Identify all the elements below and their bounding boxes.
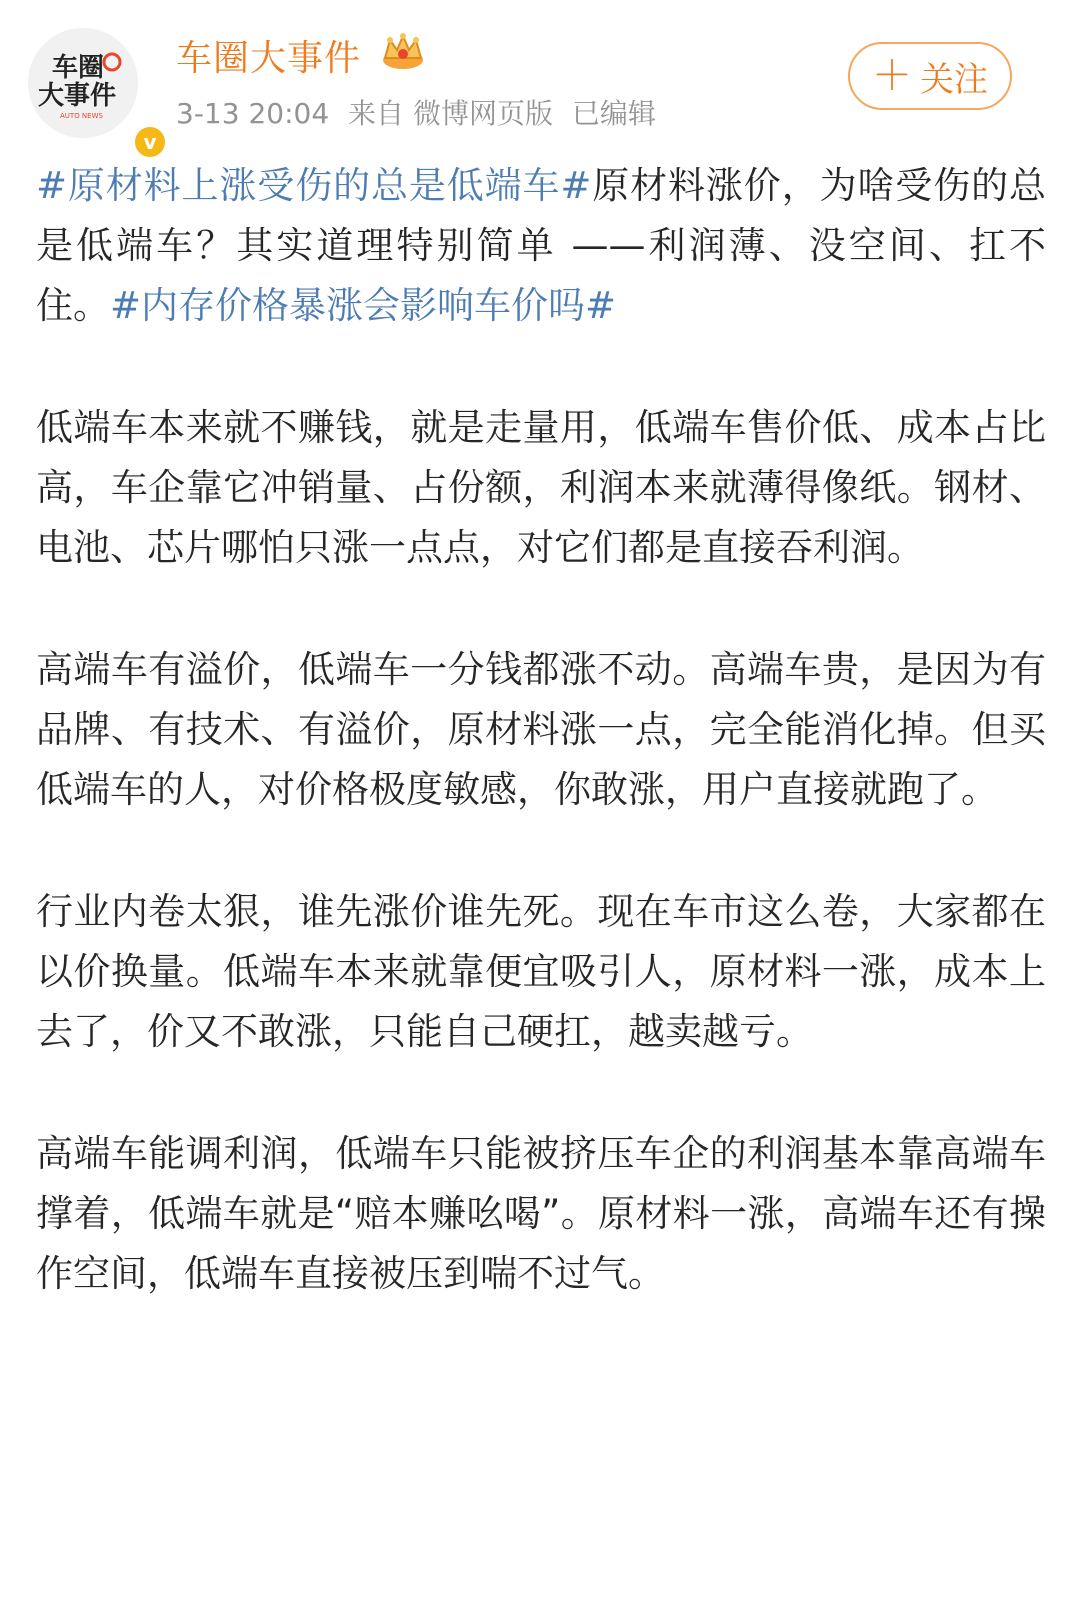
post-meta	[176, 92, 666, 132]
user-name[interactable]: 车圈大事件	[176, 38, 362, 79]
avatar-subtext: AUTO NEWS	[60, 112, 103, 120]
avatar-text-line2: 大事件	[38, 81, 117, 111]
paragraph-4: 行业内卷太狠，谁先涨价谁先死。现在车市这么卷，大家都在以价换量。低端车本来就靠便宜吸引人，原材料一涨，成本上去了，价又不敢涨，只能自己硬扛，越卖越亏。	[36, 890, 1046, 1053]
avatar-logo-icon	[28, 28, 138, 138]
verified-badge-icon: v	[132, 124, 168, 160]
plus-icon: ＋	[872, 53, 912, 99]
edited-label[interactable]: 已编辑	[571, 97, 656, 130]
avatar-text-line1: 车圈	[52, 53, 105, 83]
follow-button[interactable]	[848, 42, 1012, 110]
hashtag-link[interactable]: #内存价格暴涨会影响车价吗#	[110, 284, 617, 327]
paragraph-text: 原材料涨价，为啥受伤的总是低端车？其实道理特别简单 ——利润薄、没空间、扛不住。	[36, 164, 1046, 327]
paragraph-1	[36, 156, 1046, 336]
paragraph-2: 低端车本来就不赚钱，就是走量用，低端车售价低、成本占比高，车企靠它冲销量、占份额，利润本来就薄得像纸。钢材、电池、芯片哪怕只涨一点点，对它们都是直接吞利润。	[36, 406, 1046, 569]
paragraph-5: 高端车能调利润，低端车只能被挤压车企的利润基本靠高端车撑着，低端车就是“赔本赚吆喝”。原材料一涨，高端车还有操作空间，低端车直接被压到喘不过气。	[36, 1132, 1046, 1295]
post-header	[0, 0, 1080, 154]
crown-icon	[378, 30, 428, 74]
follow-label: 关注	[920, 59, 988, 100]
post-content	[36, 156, 1046, 1366]
avatar[interactable]	[28, 28, 157, 154]
post-source[interactable]: 来自 微博网页版	[348, 97, 553, 130]
hashtag-link[interactable]: #原材料上涨受伤的总是低端车#	[36, 164, 592, 207]
paragraph-3: 高端车有溢价，低端车一分钱都涨不动。高端车贵，是因为有品牌、有技术、有溢价，原材料涨一点，完全能消化掉。但买低端车的人，对价格极度敏感，你敢涨，用户直接就跑了。	[36, 648, 1046, 811]
post-time: 3-13 20:04	[176, 97, 330, 130]
